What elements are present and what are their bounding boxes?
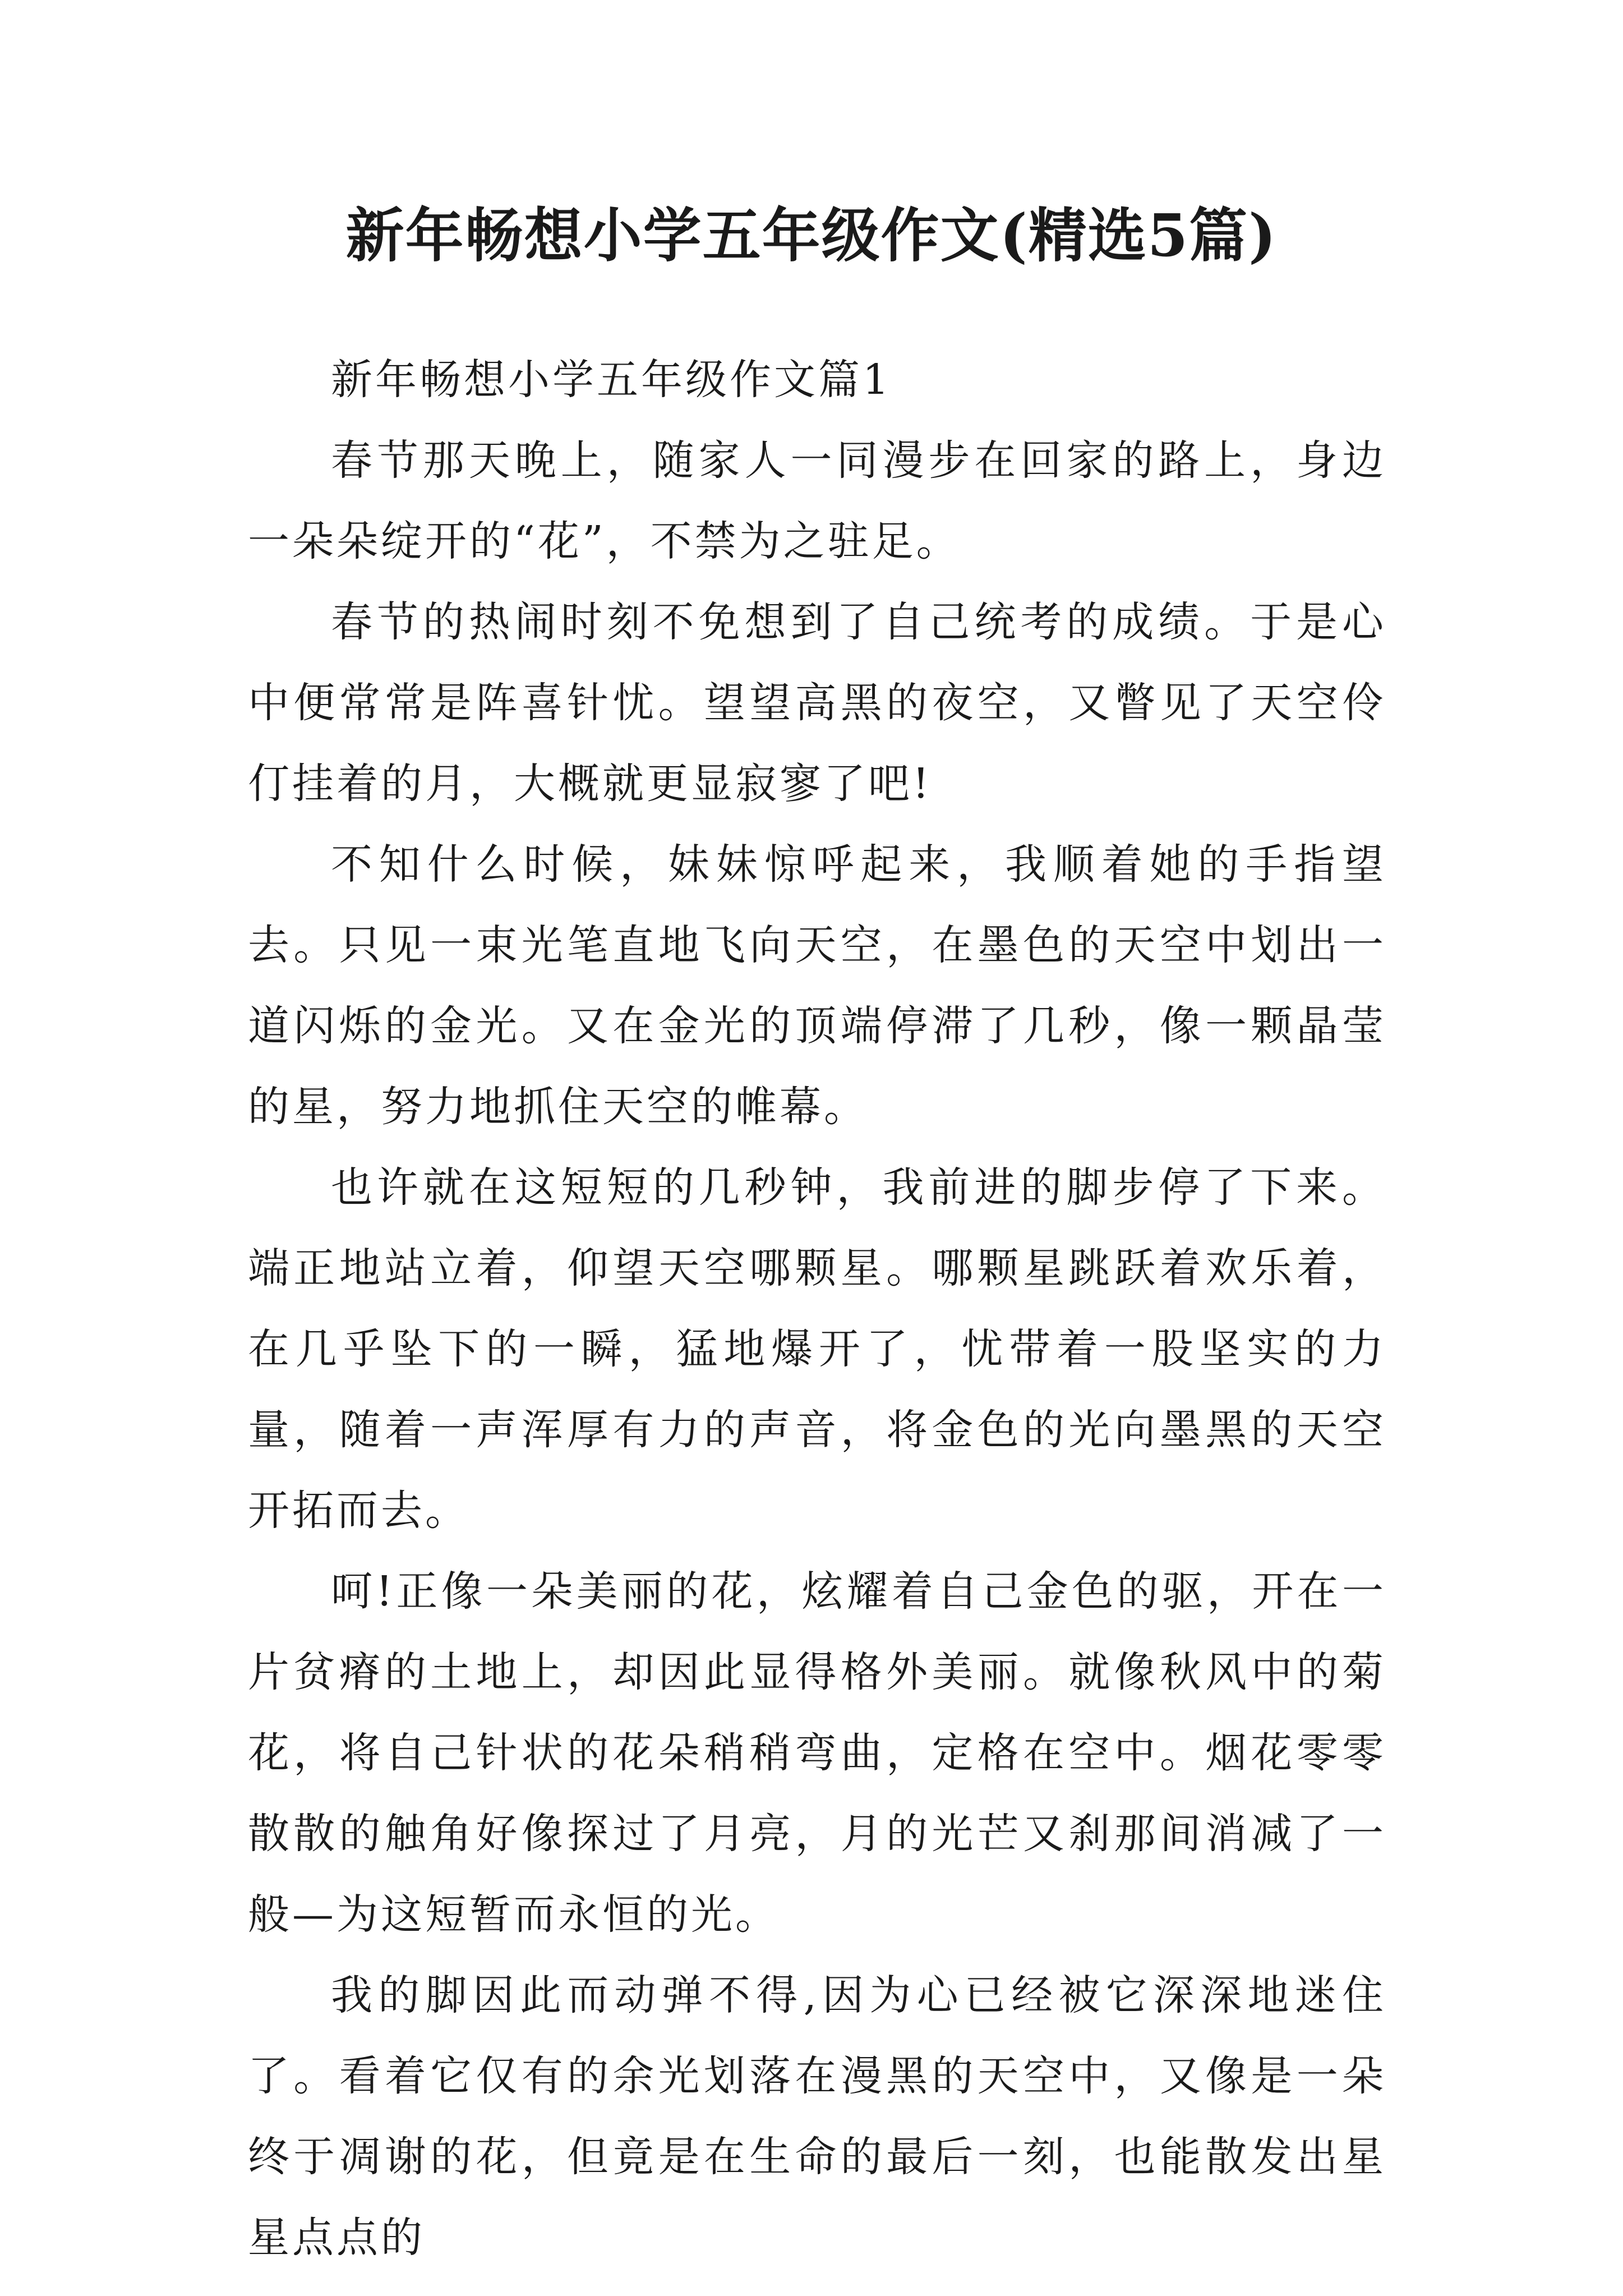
document-body (248, 339, 1386, 2278)
paragraph: 我的脚因此而动弹不得,因为心已经被它深深地迷住了。看着它仅有的余光划落在漫黑的天空中，又像是一朵终于凋谢的花，但竟是在生命的最后一刻，也能散发出星星点点的 (248, 1971, 1386, 2262)
paragraph: 呵!正像一朵美丽的花，炫耀着自己金色的驱，开在一片贫瘠的土地上，却因此显得格外美丽。就像秋风中的菊花，将自己针状的花朵稍稍弯曲，定格在空中。烟花零零散散的触角好像探过了月亮，月的光芒又刹那间消减了一般—为这短暂而永恒的光。 (248, 1567, 1386, 1939)
paragraph: 也许就在这短短的几秒钟，我前进的脚步停了下来。端正地站立着，仰望天空哪颗星。哪颗星跳跃着欢乐着，在几乎坠下的一瞬，猛地爆开了，忧带着一股坚实的力量，随着一声浑厚有力的声音，将金色的光向墨黑的天空开拓而去。 (248, 1163, 1386, 1535)
paragraph: 春节那天晚上，随家人一同漫步在回家的路上，身边一朵朵绽开的“花”，不禁为之驻足。 (248, 436, 1386, 565)
document-title: 新年畅想小学五年级作文(精选5篇) (345, 201, 1278, 270)
paragraph: 不知什么时候，妹妹惊呼起来，我顺着她的手指望去。只见一束光笔直地飞向天空，在墨色的天空中划出一道闪烁的金光。又在金光的顶端停滞了几秒，像一颗晶莹的星，努力地抓住天空的帷幕。 (248, 840, 1386, 1131)
paragraph: 春节的热闹时刻不免想到了自己统考的成绩。于是心中便常常是阵喜针忧。望望高黑的夜空，又瞥见了天空伶仃挂着的月，大概就更显寂寥了吧! (248, 598, 1386, 808)
section-heading: 新年畅想小学五年级作文篇1 (331, 356, 892, 404)
